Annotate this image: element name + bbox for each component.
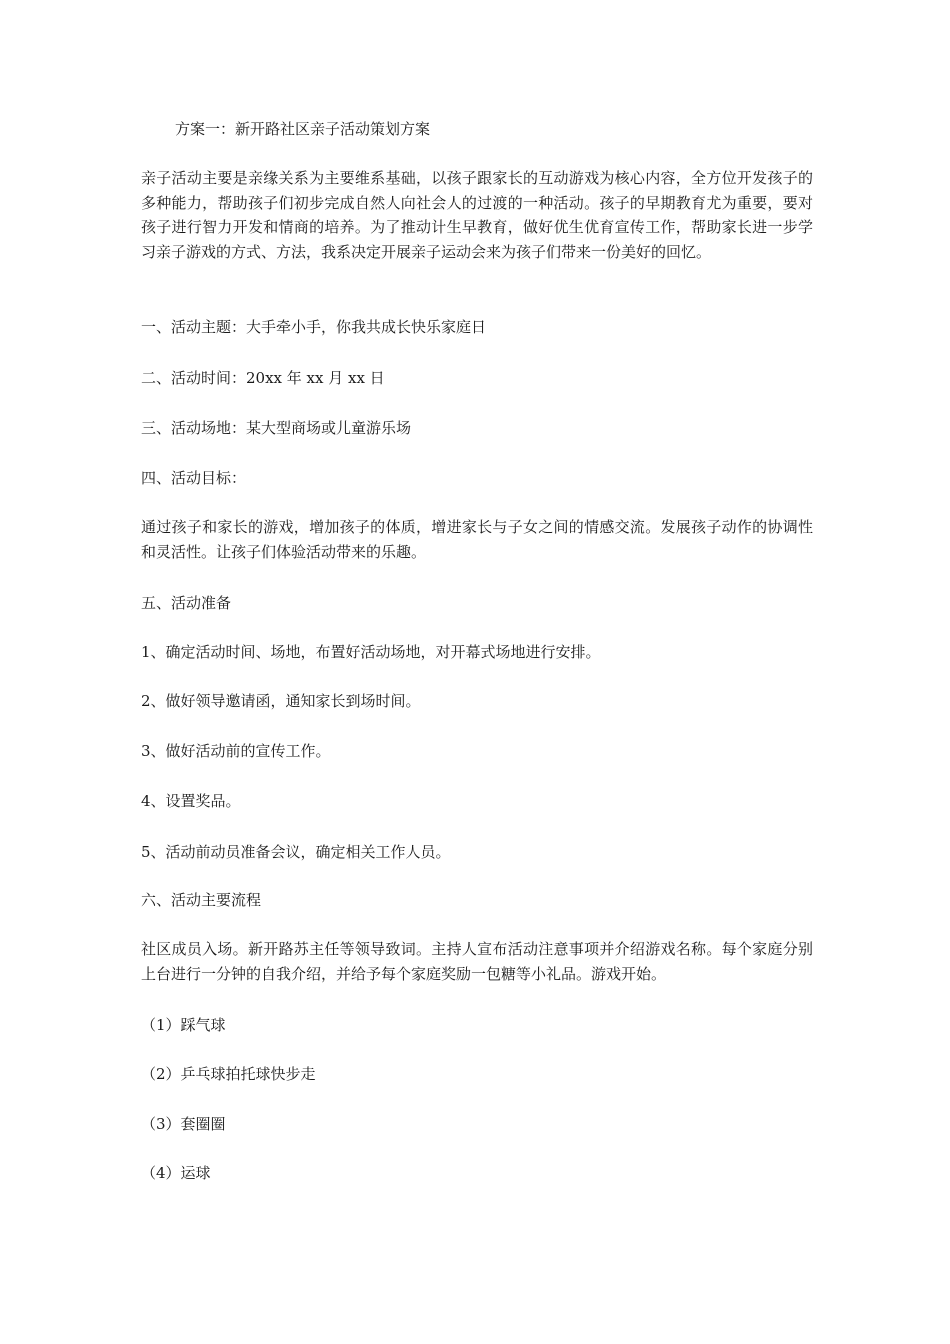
prep-item: 3、做好活动前的宣传工作。 xyxy=(141,742,331,760)
game-item: （4）运球 xyxy=(141,1164,211,1182)
section-time: 二、活动时间：20xx 年 xx 月 xx 日 xyxy=(141,369,385,387)
game-item: （2）乒乓球拍托球快步走 xyxy=(141,1065,316,1083)
prep-item: 1、确定活动时间、场地，布置好活动场地，对开幕式场地进行安排。 xyxy=(141,643,601,661)
game-item: （1）踩气球 xyxy=(141,1016,226,1034)
game-item: （3）套圈圈 xyxy=(141,1115,226,1133)
prep-item: 2、做好领导邀请函，通知家长到场时间。 xyxy=(141,692,421,710)
goal-paragraph: 通过孩子和家长的游戏，增加孩子的体质，增进家长与子女之间的情感交流。发展孩子动作的协调性和灵活性。让孩子们体验活动带来的乐趣。 xyxy=(141,518,813,561)
section-venue: 三、活动场地：某大型商场或儿童游乐场 xyxy=(141,419,412,437)
section-prep-heading: 五、活动准备 xyxy=(141,594,232,612)
section-flow-heading: 六、活动主要流程 xyxy=(141,891,262,909)
intro-paragraph: 亲子活动主要是亲缘关系为主要维系基础，以孩子跟家长的互动游戏为核心内容，全方位开发孩子的多种能力，帮助孩子们初步完成自然人向社会人的过渡的一种活动。孩子的早期教育尤为重要，要对孩子进行智力开发和情商的培养。为了推动计生早教育，做好优生优育宣传工作，帮助家长进一步学习亲子游戏的方式、方法，我系决定开展亲子运动会来为孩子们带来一份美好的回忆。 xyxy=(141,169,813,261)
document-title: 方案一：新开路社区亲子活动策划方案 xyxy=(175,120,431,138)
section-theme: 一、活动主题：大手牵小手，你我共成长快乐家庭日 xyxy=(141,318,487,336)
prep-item: 4、设置奖品。 xyxy=(141,792,241,810)
flow-paragraph: 社区成员入场。新开路苏主任等领导致词。主持人宣布活动注意事项并介绍游戏名称。每个家庭分别上台进行一分钟的自我介绍，并给予每个家庭奖励一包糖等小礼品。游戏开始。 xyxy=(141,940,813,983)
section-goal-heading: 四、活动目标： xyxy=(141,469,247,487)
prep-item: 5、活动前动员准备会议，确定相关工作人员。 xyxy=(141,843,451,861)
